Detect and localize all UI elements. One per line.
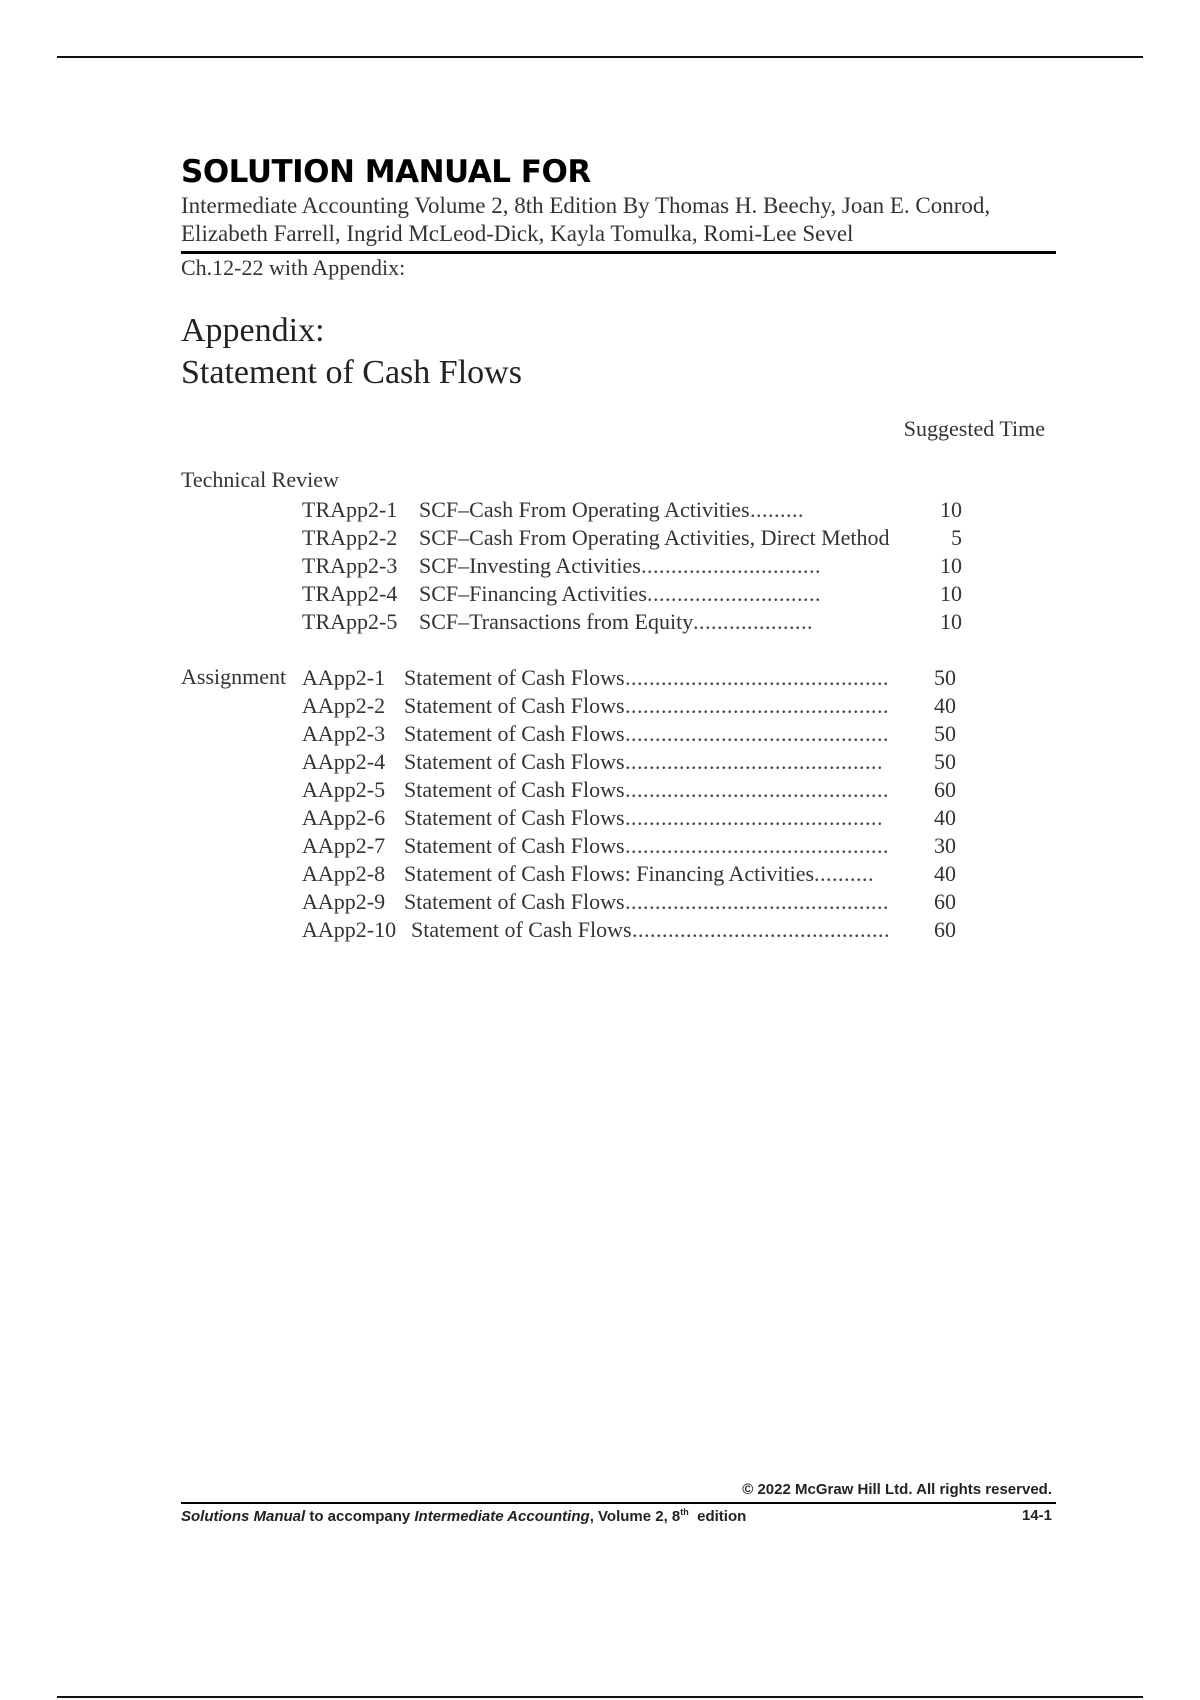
technical-review-label: Technical Review — [181, 467, 339, 492]
dot-leader: ............................................ — [625, 693, 889, 718]
entry-code: AApp2-3 — [302, 721, 386, 746]
entry-description: Statement of Cash Flows — [404, 665, 625, 690]
footer-copyright: © 2022 McGraw Hill Ltd. All rights reserved. — [742, 1481, 1052, 1498]
book-authors: Intermediate Accounting Volume 2, 8th Edition By Thomas H. Beechy, Joan E. Conrod, Elizabeth Farrell, Ingrid McLeod-Dick, Kayla Tomulka, Romi-Lee Sevel — [181, 193, 991, 246]
dot-leader: .................... — [693, 609, 813, 634]
technical-review-row — [302, 608, 1022, 636]
entry-description: Statement of Cash Flows — [404, 693, 625, 718]
assignment-row — [302, 832, 1022, 860]
entry-description: Statement of Cash Flows — [404, 889, 625, 914]
entry-description: Statement of Cash Flows — [404, 749, 625, 774]
entry-code: AApp2-1 — [302, 665, 386, 690]
technical-review-row — [302, 524, 1022, 552]
footer-text-edition: edition — [688, 1508, 747, 1525]
appendix-heading-line-1: Appendix: — [181, 312, 325, 349]
entry-suggested-time: 10 — [940, 581, 962, 606]
entry-code: TRApp2-2 — [302, 525, 398, 550]
dot-leader: ............................. — [647, 581, 821, 606]
assignment-row — [302, 916, 1022, 944]
document-title: SOLUTION MANUAL FOR — [181, 154, 591, 190]
entry-description: SCF–Cash From Operating Activities, Direct Method — [419, 525, 890, 550]
entry-code: AApp2-5 — [302, 777, 386, 802]
entry-suggested-time: 50 — [934, 665, 956, 690]
dot-leader: ........................................... — [625, 805, 883, 830]
dot-leader: ............................................ — [625, 665, 889, 690]
entry-code: AApp2-6 — [302, 805, 386, 830]
entry-suggested-time: 60 — [934, 917, 956, 942]
entry-suggested-time: 10 — [940, 609, 962, 634]
footer-text-accompany: to accompany — [305, 1508, 415, 1525]
assignment-row — [302, 720, 1022, 748]
title-divider — [181, 251, 1056, 254]
assignment-row — [302, 692, 1022, 720]
dot-leader: ........................................... — [632, 917, 890, 942]
entry-suggested-time: 10 — [940, 553, 962, 578]
entry-code: TRApp2-4 — [302, 581, 398, 606]
entry-suggested-time: 30 — [934, 833, 956, 858]
entry-description: SCF–Cash From Operating Activities — [419, 497, 750, 522]
dot-leader: .......... — [814, 861, 874, 886]
entry-description: Statement of Cash Flows — [404, 777, 625, 802]
entry-code: TRApp2-1 — [302, 497, 398, 522]
entry-suggested-time: 40 — [934, 861, 956, 886]
entry-code: AApp2-10 — [302, 917, 397, 942]
entry-code: AApp2-8 — [302, 861, 386, 886]
dot-leader: ............................................ — [625, 777, 889, 802]
entry-code: AApp2-7 — [302, 833, 386, 858]
footer-text-volume: , Volume 2, 8 — [589, 1508, 681, 1525]
entry-code: AApp2-9 — [302, 889, 386, 914]
entry-suggested-time: 50 — [934, 749, 956, 774]
entry-description: SCF–Transactions from Equity — [419, 609, 694, 634]
entry-code: AApp2-2 — [302, 693, 386, 718]
dot-leader: ............................................ — [625, 721, 889, 746]
entry-description: SCF–Investing Activities — [419, 553, 641, 578]
suggested-time-header: Suggested Time — [903, 416, 1045, 441]
technical-review-row — [302, 496, 1022, 524]
page-number: 14-1 — [1021, 1507, 1052, 1524]
assignment-row — [302, 804, 1022, 832]
dot-leader: ........................................... — [625, 749, 883, 774]
entry-description: Statement of Cash Flows — [404, 721, 625, 746]
technical-review-row — [302, 580, 1022, 608]
entry-code: TRApp2-5 — [302, 609, 398, 634]
top-page-rule — [57, 56, 1143, 58]
entry-code: TRApp2-3 — [302, 553, 398, 578]
assignment-row — [302, 664, 1022, 692]
dot-leader: .............................. — [641, 553, 821, 578]
entry-description: Statement of Cash Flows — [404, 805, 625, 830]
entry-suggested-time: 40 — [934, 805, 956, 830]
entry-suggested-time: 60 — [934, 889, 956, 914]
assignment-label: Assignment — [181, 664, 287, 689]
entry-description: Statement of Cash Flows — [404, 833, 625, 858]
footer-superscript: th — [680, 1507, 689, 1517]
entry-description: SCF–Financing Activities — [419, 581, 647, 606]
technical-review-row — [302, 552, 1022, 580]
entry-suggested-time: 50 — [934, 721, 956, 746]
assignment-row — [302, 748, 1022, 776]
dot-leader: ............................................ — [625, 889, 889, 914]
dot-leader: ......... — [750, 497, 804, 522]
appendix-heading — [181, 310, 522, 394]
entry-description: Statement of Cash Flows — [411, 917, 632, 942]
assignment-row — [302, 860, 1022, 888]
appendix-heading-line-2: Statement of Cash Flows — [181, 354, 522, 391]
assignment-row — [302, 776, 1022, 804]
entry-code: AApp2-4 — [302, 749, 386, 774]
entry-description: Statement of Cash Flows: Financing Activities — [404, 861, 815, 886]
bottom-page-rule — [57, 1696, 1143, 1698]
footer-divider — [181, 1502, 1056, 1504]
entry-suggested-time: 10 — [940, 497, 962, 522]
footer-book-reference — [181, 1507, 746, 1525]
footer-italic-solutions: Solutions Manual — [181, 1508, 306, 1525]
footer-italic-title: Intermediate Accounting — [414, 1508, 590, 1525]
chapter-range: Ch.12-22 with Appendix: — [181, 255, 406, 280]
assignment-row — [302, 888, 1022, 916]
dot-leader: ............................................ — [625, 833, 889, 858]
entry-suggested-time: 60 — [934, 777, 956, 802]
entry-suggested-time: 40 — [934, 693, 956, 718]
entry-suggested-time: 5 — [951, 525, 962, 550]
